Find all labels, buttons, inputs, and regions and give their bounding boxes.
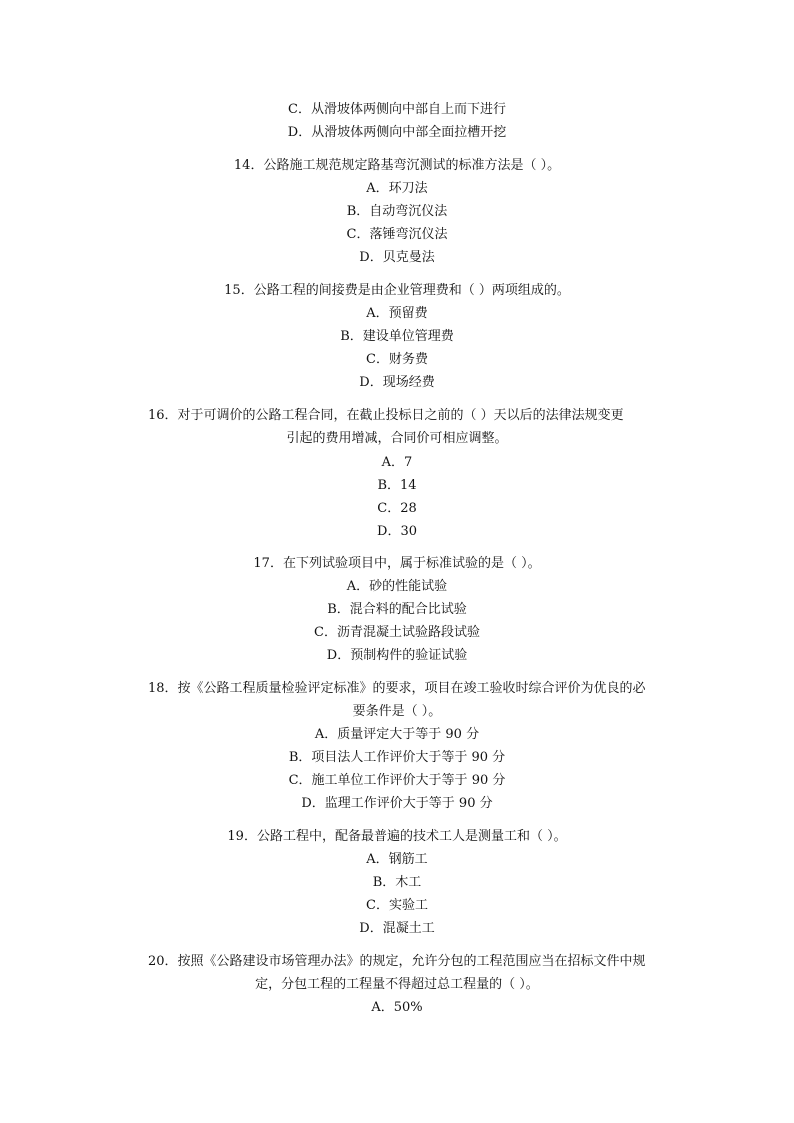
question-19-stem: 19．公路工程中，配备最普遍的技术工人是测量工和（ ）。	[227, 829, 567, 844]
question-18-stem-line-1: 18．按《公路工程质量检验评定标准》的要求，项目在竣工验收时综合评价为优良的必	[148, 681, 646, 696]
question-14-stem: 14．公路施工规范规定路基弯沉测试的标准方法是（ ）。	[233, 158, 561, 173]
question-19-option-c: C．实验工	[366, 898, 428, 913]
question-17-option-d: D．预制构件的验证试验	[326, 648, 468, 663]
question-15-stem: 15．公路工程的间接费是由企业管理费和（ ）两项组成的。	[224, 283, 570, 298]
carryover-option-d: D．从滑坡体两侧向中部全面拉槽开挖	[287, 125, 507, 140]
question-16-option-a: A．7	[381, 455, 413, 470]
question-18-option-d: D．监理工作评价大于等于 90 分	[301, 796, 493, 811]
question-19-option-d: D．混凝土工	[359, 921, 435, 936]
question-17-option-a: A．砂的性能试验	[346, 579, 448, 594]
question-18-option-b: B．项目法人工作评价大于等于 90 分	[288, 750, 506, 765]
question-16-option-c: C．28	[377, 501, 417, 516]
question-14-option-c: C．落锤弯沉仪法	[346, 227, 448, 242]
question-20-stem-line-2: 定，分包工程的工程量不得超过总工程量的（ ）。	[255, 977, 539, 992]
question-15-option-d: D．现场经费	[359, 375, 435, 390]
question-17-option-c: C．沥青混凝土试验路段试验	[314, 625, 480, 640]
question-19-option-b: B．木工	[372, 875, 422, 890]
question-14-option-a: A．环刀法	[366, 181, 428, 196]
question-15-option-b: B．建设单位管理费	[340, 329, 454, 344]
question-16-stem-line-2: 引起的费用增减，合同价可相应调整。	[286, 431, 508, 446]
question-20-stem-line-1: 20．按照《公路建设市场管理办法》的规定，允许分包的工程范围应当在招标文件中规	[148, 954, 646, 969]
question-18-stem-line-2: 要条件是（ ）。	[352, 704, 442, 719]
question-18-option-a: A．质量评定大于等于 90 分	[314, 727, 480, 742]
question-16-option-d: D．30	[377, 524, 417, 539]
question-19-option-a: A．钢筋工	[366, 852, 428, 867]
question-16-option-b: B．14	[377, 478, 417, 493]
question-20-option-a: A．50%	[371, 1000, 423, 1015]
question-17-option-b: B．混合料的配合比试验	[327, 602, 467, 617]
question-15-option-c: C．财务费	[366, 352, 428, 367]
question-16-stem-line-1: 16．对于可调价的公路工程合同，在截止投标日之前的（ ）天以后的法律法规变更	[148, 408, 624, 423]
question-17-stem: 17．在下列试验项目中，属于标准试验的是（ ）。	[253, 556, 541, 571]
question-14-option-d: D．贝克曼法	[359, 250, 435, 265]
question-15-option-a: A．预留费	[366, 306, 428, 321]
question-18-option-c: C．施工单位工作评价大于等于 90 分	[288, 773, 506, 788]
carryover-option-c: C．从滑坡体两侧向中部自上而下进行	[288, 102, 506, 117]
question-14-option-b: B．自动弯沉仪法	[346, 204, 448, 219]
